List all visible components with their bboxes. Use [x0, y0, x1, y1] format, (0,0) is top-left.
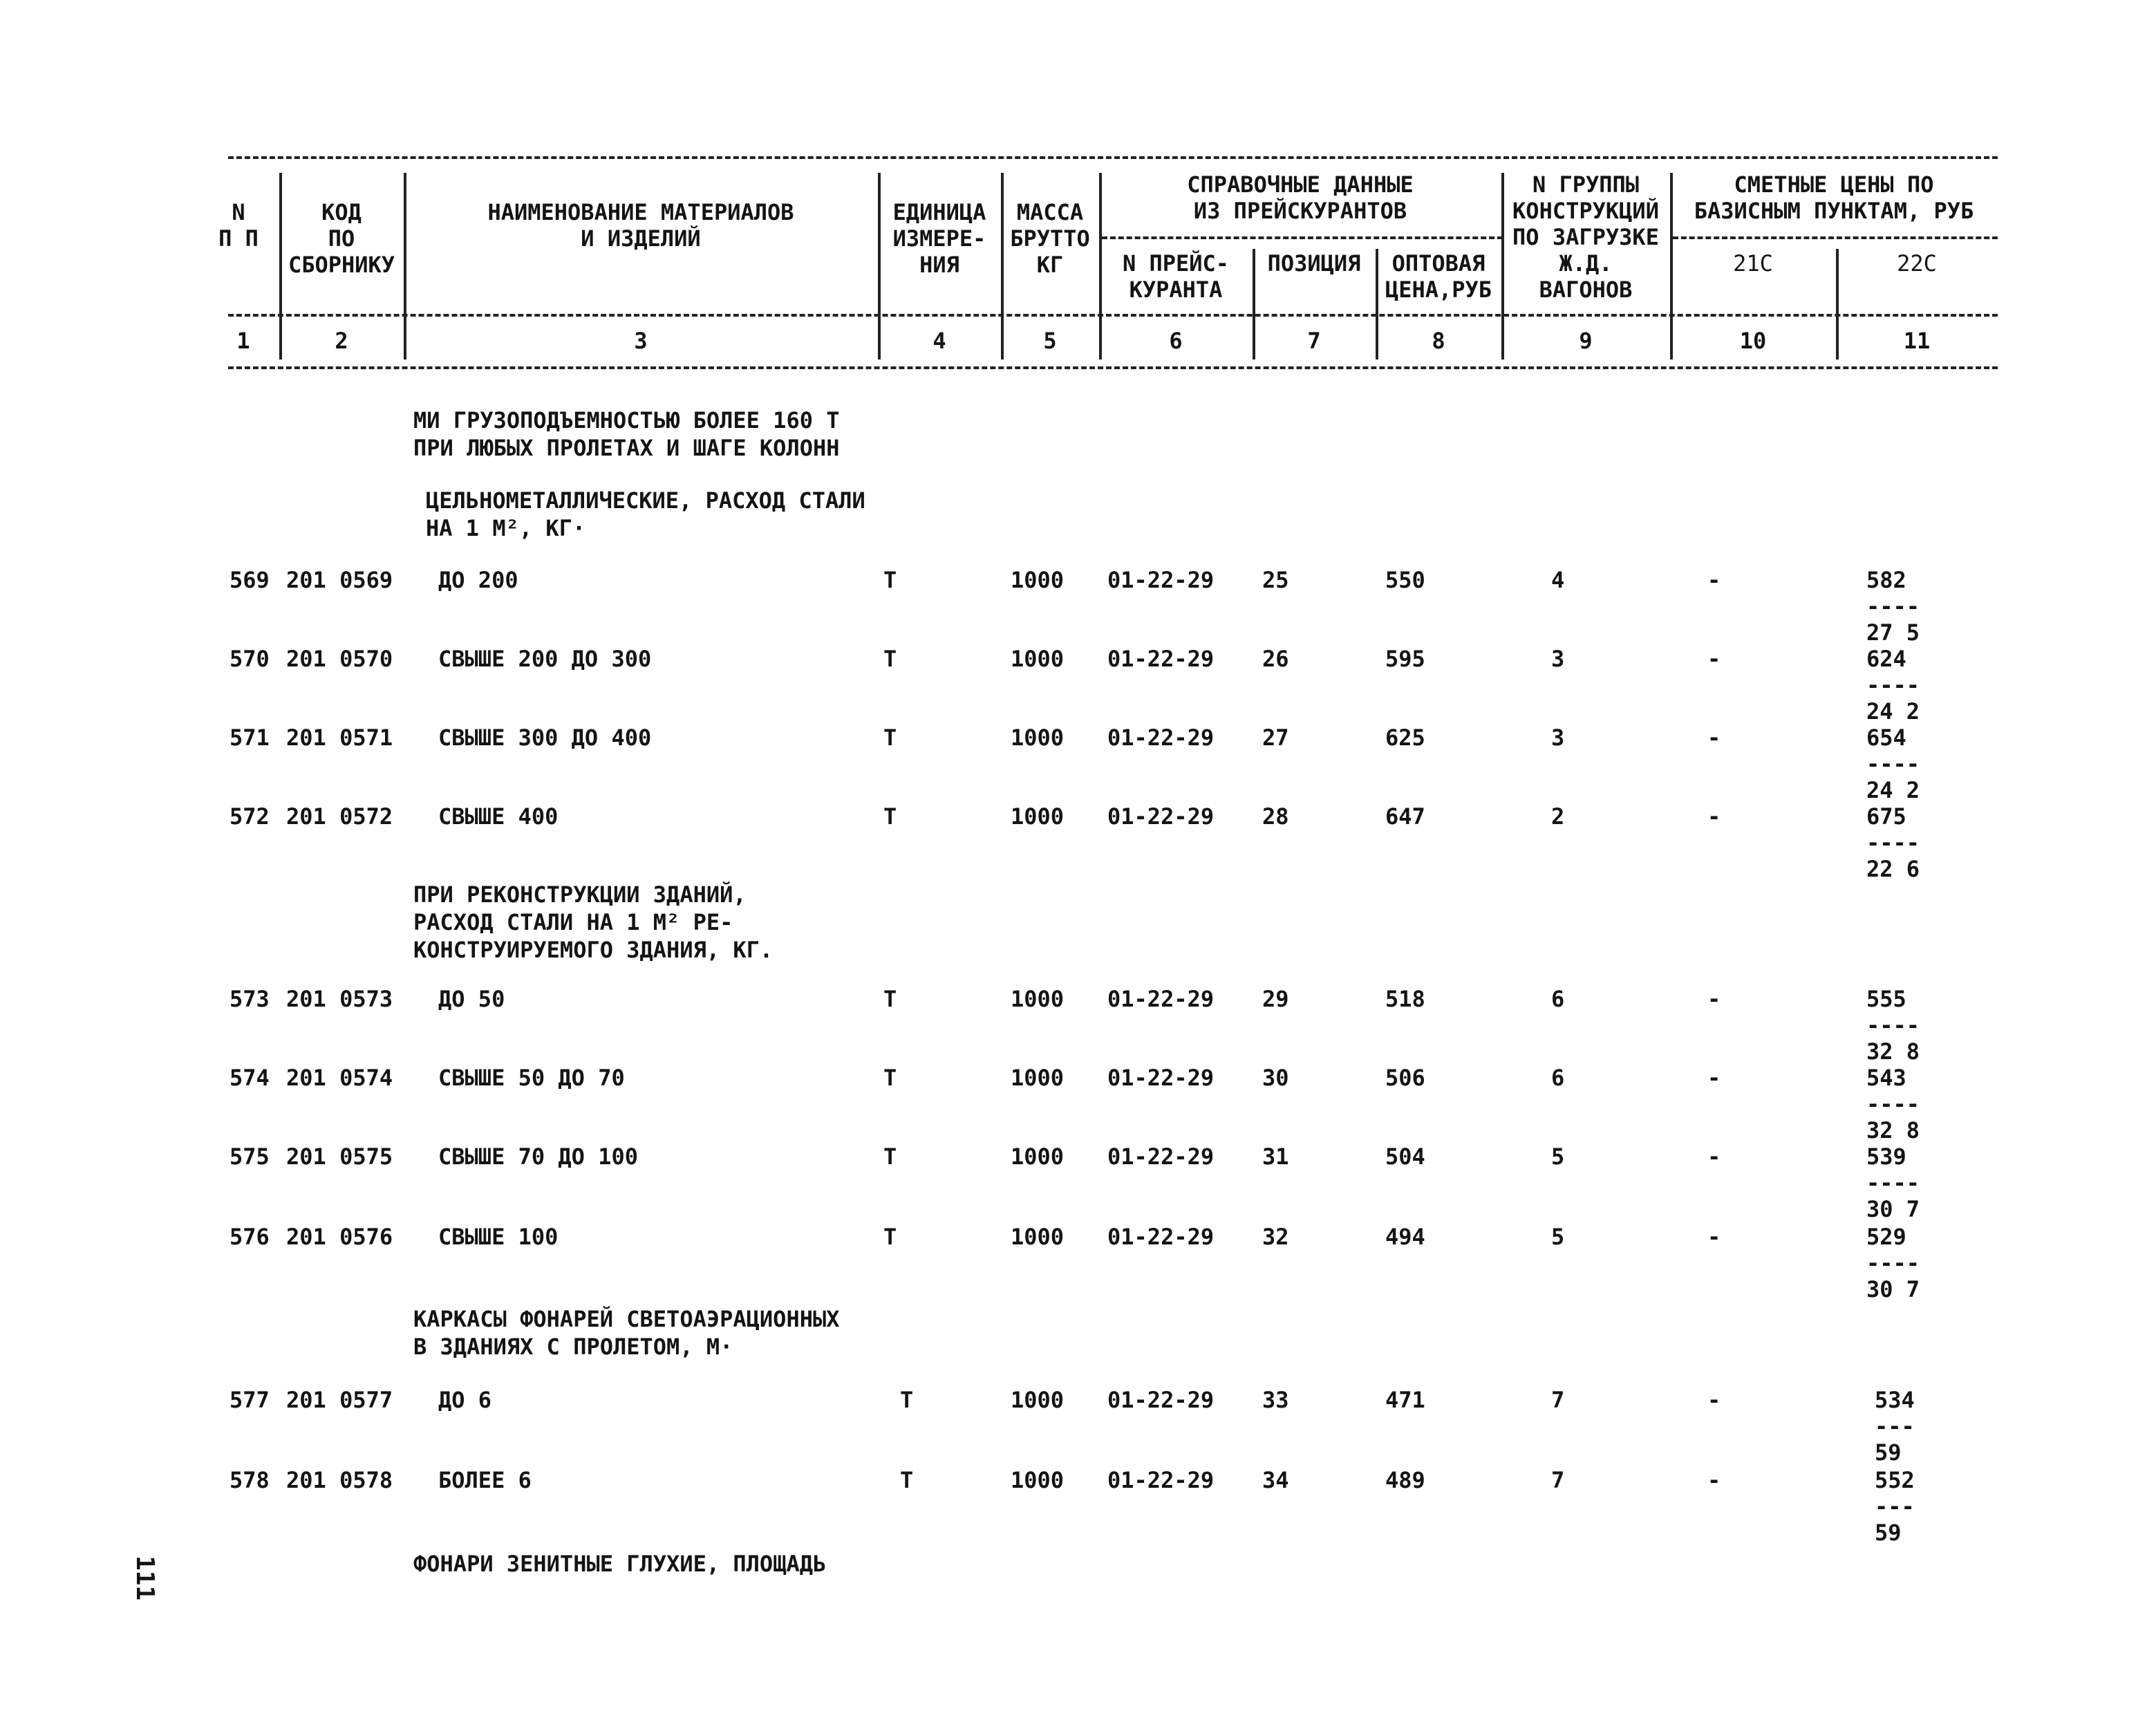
col-number: 5	[1043, 328, 1057, 354]
cell-code: 201 0575	[286, 1143, 393, 1170]
price-22c-line: ----	[1866, 1170, 1920, 1196]
cell-unit: Т	[900, 1467, 914, 1493]
header-col10: 21С	[1733, 250, 1773, 277]
header-col9-group: N ГРУППЫ КОНСТРУКЦИЙ ПО ЗАГРУЗКЕ	[1512, 171, 1659, 250]
cell-unit: Т	[883, 986, 897, 1012]
cell-price-22c	[1875, 1387, 1915, 1466]
price-22c-line: 543	[1866, 1065, 1906, 1091]
cell-code: 201 0578	[286, 1467, 393, 1493]
cell-mass: 1000	[1011, 725, 1065, 751]
price-22c-line: 59	[1875, 1520, 1902, 1546]
cell-grp: 2	[1551, 803, 1565, 830]
price-22c-line: 30 7	[1866, 1196, 1920, 1222]
cell-pk: 01-22-29	[1107, 646, 1215, 672]
cell-mass: 1000	[1011, 646, 1065, 672]
cell-name: ДО 200	[438, 567, 518, 593]
cell-unit: Т	[883, 803, 897, 830]
cell-unit: Т	[883, 646, 897, 672]
cell-code: 201 0569	[286, 567, 393, 593]
cell-price-22c	[1866, 1143, 1920, 1222]
header-col11: 22С	[1897, 250, 1937, 277]
cell-mass: 1000	[1011, 1387, 1065, 1413]
section-heading: МИ ГРУЗОПОДЪЕМНОСТЬЮ БОЛЕЕ 160 Т ПРИ ЛЮБЫХ ПРОЛЕТАХ И ШАГЕ КОЛОНН	[413, 407, 840, 461]
cell-grp: 4	[1551, 567, 1565, 593]
cell-code: 201 0577	[286, 1387, 393, 1413]
cell-unit: Т	[900, 1387, 914, 1413]
cell-mass: 1000	[1011, 986, 1065, 1012]
header-bottom-rule	[228, 366, 1998, 369]
cell-price: 471	[1385, 1387, 1425, 1413]
cell-pk: 01-22-29	[1107, 1065, 1215, 1091]
cell-name: СВЫШЕ 400	[438, 803, 559, 830]
price-22c-line: ----	[1866, 830, 1920, 856]
cell-code: 201 0573	[286, 986, 393, 1012]
cell-pk: 01-22-29	[1107, 725, 1215, 751]
cell-n: 569	[229, 567, 270, 593]
cell-price: 647	[1385, 803, 1425, 830]
cell-n: 570	[229, 646, 270, 672]
cell-p21: -	[1707, 1065, 1721, 1091]
col-number: 8	[1432, 328, 1445, 354]
header-numbers-rule	[228, 314, 1998, 317]
price-22c-line: 624	[1866, 646, 1906, 672]
cell-name: БОЛЕЕ 6	[438, 1467, 532, 1493]
price-22c-line: 534	[1875, 1387, 1915, 1413]
col-number: 3	[634, 328, 648, 354]
cell-mass: 1000	[1011, 1143, 1065, 1170]
header-col8: ОПТОВАЯ ЦЕНА,РУБ	[1385, 250, 1492, 303]
price-22c-line: 32 8	[1866, 1117, 1920, 1143]
cell-code: 201 0574	[286, 1065, 393, 1091]
header-col6: N ПРЕЙС- КУРАНТА	[1122, 250, 1230, 303]
price-22c-line: 24 2	[1866, 698, 1920, 725]
section-heading: ЦЕЛЬНОМЕТАЛЛИЧЕСКИЕ, РАСХОД СТАЛИ НА 1 М², КГ·	[426, 487, 865, 541]
cell-price-22c	[1875, 1467, 1915, 1546]
cell-price: 550	[1385, 567, 1425, 593]
cell-name: СВЫШЕ 200 ДО 300	[438, 646, 652, 672]
cell-price: 595	[1385, 646, 1425, 672]
cell-mass: 1000	[1011, 1224, 1065, 1250]
cell-name: СВЫШЕ 300 ДО 400	[438, 725, 652, 751]
cell-p21: -	[1707, 567, 1721, 593]
price-22c-line: 30 7	[1866, 1276, 1920, 1302]
cell-pk: 01-22-29	[1107, 1224, 1215, 1250]
cell-price-22c	[1866, 1224, 1920, 1302]
cell-unit: Т	[883, 1065, 897, 1091]
cell-pos: 34	[1262, 1467, 1289, 1493]
cell-p21: -	[1707, 646, 1721, 672]
price-22c-line: 582	[1866, 567, 1906, 593]
page-number: 111	[131, 1556, 159, 1601]
price-22c-line: ----	[1866, 672, 1920, 698]
cell-price: 504	[1385, 1143, 1425, 1170]
header-col4: ЕДИНИЦА ИЗМЕРЕ- НИЯ	[892, 199, 986, 278]
cell-price-22c	[1866, 646, 1920, 725]
col-number: 1	[236, 328, 250, 354]
cell-pk: 01-22-29	[1107, 1387, 1215, 1413]
col-number: 2	[335, 328, 348, 354]
price-22c-line: 552	[1875, 1467, 1915, 1493]
cell-unit: Т	[883, 1224, 897, 1250]
header-col2: КОД ПО СБОРНИКУ	[288, 199, 395, 278]
cell-pk: 01-22-29	[1107, 803, 1215, 830]
cell-grp: 3	[1551, 725, 1565, 751]
price-22c-line: ---	[1875, 1413, 1915, 1439]
price-22c-line: ----	[1866, 593, 1920, 619]
cell-p21: -	[1707, 725, 1721, 751]
header-col3: НАИМЕНОВАНИЕ МАТЕРИАЛОВ И ИЗДЕЛИЙ	[487, 199, 794, 252]
price-22c-line: ----	[1866, 1250, 1920, 1276]
price-22c-line: ----	[1866, 1091, 1920, 1117]
cell-pos: 32	[1262, 1224, 1289, 1250]
cell-pos: 31	[1262, 1143, 1289, 1170]
cell-price: 518	[1385, 986, 1425, 1012]
cell-name: СВЫШЕ 100	[438, 1224, 559, 1250]
cell-pos: 28	[1262, 803, 1289, 830]
cell-price: 494	[1385, 1224, 1425, 1250]
col-number: 7	[1307, 328, 1321, 354]
section-heading: ПРИ РЕКОНСТРУКЦИИ ЗДАНИЙ, РАСХОД СТАЛИ НА 1 М² РЕ- КОНСТРУИРУЕМОГО ЗДАНИЯ, КГ.	[413, 881, 774, 963]
cell-grp: 7	[1551, 1387, 1565, 1413]
cell-n: 575	[229, 1143, 270, 1170]
cell-name: СВЫШЕ 50 ДО 70	[438, 1065, 625, 1091]
col-number: 6	[1169, 328, 1183, 354]
cell-p21: -	[1707, 1467, 1721, 1493]
cell-grp: 6	[1551, 986, 1565, 1012]
cell-price: 506	[1385, 1065, 1425, 1091]
price-22c-line: 555	[1866, 986, 1906, 1012]
price-22c-line: 529	[1866, 1224, 1906, 1250]
price-22c-line: 27 5	[1866, 619, 1920, 646]
cell-name: СВЫШЕ 70 ДО 100	[438, 1143, 638, 1170]
cell-n: 571	[229, 725, 270, 751]
cell-pos: 26	[1262, 646, 1289, 672]
cell-pos: 33	[1262, 1387, 1289, 1413]
section-heading: ФОНАРИ ЗЕНИТНЫЕ ГЛУХИЕ, ПЛОЩАДЬ	[413, 1551, 827, 1577]
cell-grp: 5	[1551, 1143, 1565, 1170]
price-22c-line: 539	[1866, 1143, 1906, 1170]
col-number: 4	[932, 328, 946, 354]
cell-price-22c	[1866, 1065, 1920, 1143]
cell-price: 489	[1385, 1467, 1425, 1493]
cell-code: 201 0571	[286, 725, 393, 751]
cell-p21: -	[1707, 986, 1721, 1012]
header-price-group: СМЕТНЫЕ ЦЕНЫ ПО БАЗИСНЫМ ПУНКТАМ, РУБ	[1694, 171, 1974, 224]
cell-p21: -	[1707, 1143, 1721, 1170]
cell-n: 572	[229, 803, 270, 830]
cell-code: 201 0570	[286, 646, 393, 672]
price-22c-line: 24 2	[1866, 777, 1920, 803]
header-top-rule	[228, 156, 1998, 159]
price-22c-line: 675	[1866, 803, 1906, 830]
cell-price-22c	[1866, 567, 1920, 646]
price-22c-line: 59	[1875, 1439, 1902, 1466]
price-22c-line: 22 6	[1866, 856, 1920, 882]
cell-grp: 5	[1551, 1224, 1565, 1250]
cell-price: 625	[1385, 725, 1425, 751]
cell-grp: 3	[1551, 646, 1565, 672]
cell-p21: -	[1707, 803, 1721, 830]
cell-mass: 1000	[1011, 803, 1065, 830]
cell-unit: Т	[883, 567, 897, 593]
cell-name: ДО 6	[438, 1387, 492, 1413]
price-22c-line: ---	[1875, 1493, 1915, 1520]
cell-pos: 25	[1262, 567, 1289, 593]
cell-price-22c	[1866, 725, 1920, 803]
price-group-rule	[1673, 236, 1998, 239]
cell-p21: -	[1707, 1224, 1721, 1250]
header-col7: ПОЗИЦИЯ	[1267, 250, 1361, 277]
col-number: 10	[1739, 328, 1767, 354]
col-number: 11	[1903, 328, 1931, 354]
cell-pos: 30	[1262, 1065, 1289, 1091]
cell-grp: 6	[1551, 1065, 1565, 1091]
cell-unit: Т	[883, 725, 897, 751]
cell-code: 201 0572	[286, 803, 393, 830]
cell-n: 577	[229, 1387, 270, 1413]
cell-price-22c	[1866, 986, 1920, 1065]
cell-pk: 01-22-29	[1107, 1467, 1215, 1493]
cell-pos: 29	[1262, 986, 1289, 1012]
price-22c-line: ----	[1866, 751, 1920, 777]
cell-unit: Т	[883, 1143, 897, 1170]
header-col5: МАССА БРУТТО КГ	[1010, 199, 1090, 278]
cell-mass: 1000	[1011, 1065, 1065, 1091]
cell-n: 576	[229, 1224, 270, 1250]
cell-pk: 01-22-29	[1107, 986, 1215, 1012]
cell-mass: 1000	[1011, 1467, 1065, 1493]
cell-grp: 7	[1551, 1467, 1565, 1493]
section-heading: КАРКАСЫ ФОНАРЕЙ СВЕТОАЭРАЦИОННЫХ В ЗДАНИЯХ С ПРОЛЕТОМ, М·	[413, 1306, 840, 1360]
cell-pk: 01-22-29	[1107, 1143, 1215, 1170]
header-col1: N П П	[218, 199, 259, 252]
cell-n: 578	[229, 1467, 270, 1493]
cell-pk: 01-22-29	[1107, 567, 1215, 593]
cell-n: 574	[229, 1065, 270, 1091]
cell-n: 573	[229, 986, 270, 1012]
cell-mass: 1000	[1011, 567, 1065, 593]
header-ref-group: СПРАВОЧНЫЕ ДАННЫЕ ИЗ ПРЕЙСКУРАНТОВ	[1187, 171, 1414, 224]
price-22c-line: ----	[1866, 1012, 1920, 1038]
price-22c-line: 32 8	[1866, 1038, 1920, 1065]
cell-pos: 27	[1262, 725, 1289, 751]
ref-group-rule	[1102, 236, 1503, 239]
price-22c-line: 654	[1866, 725, 1906, 751]
cell-code: 201 0576	[286, 1224, 393, 1250]
cell-p21: -	[1707, 1387, 1721, 1413]
header-col9: Ж.Д. ВАГОНОВ	[1539, 250, 1633, 303]
cell-price-22c	[1866, 803, 1920, 882]
col-number: 9	[1579, 328, 1593, 354]
cell-name: ДО 50	[438, 986, 505, 1012]
